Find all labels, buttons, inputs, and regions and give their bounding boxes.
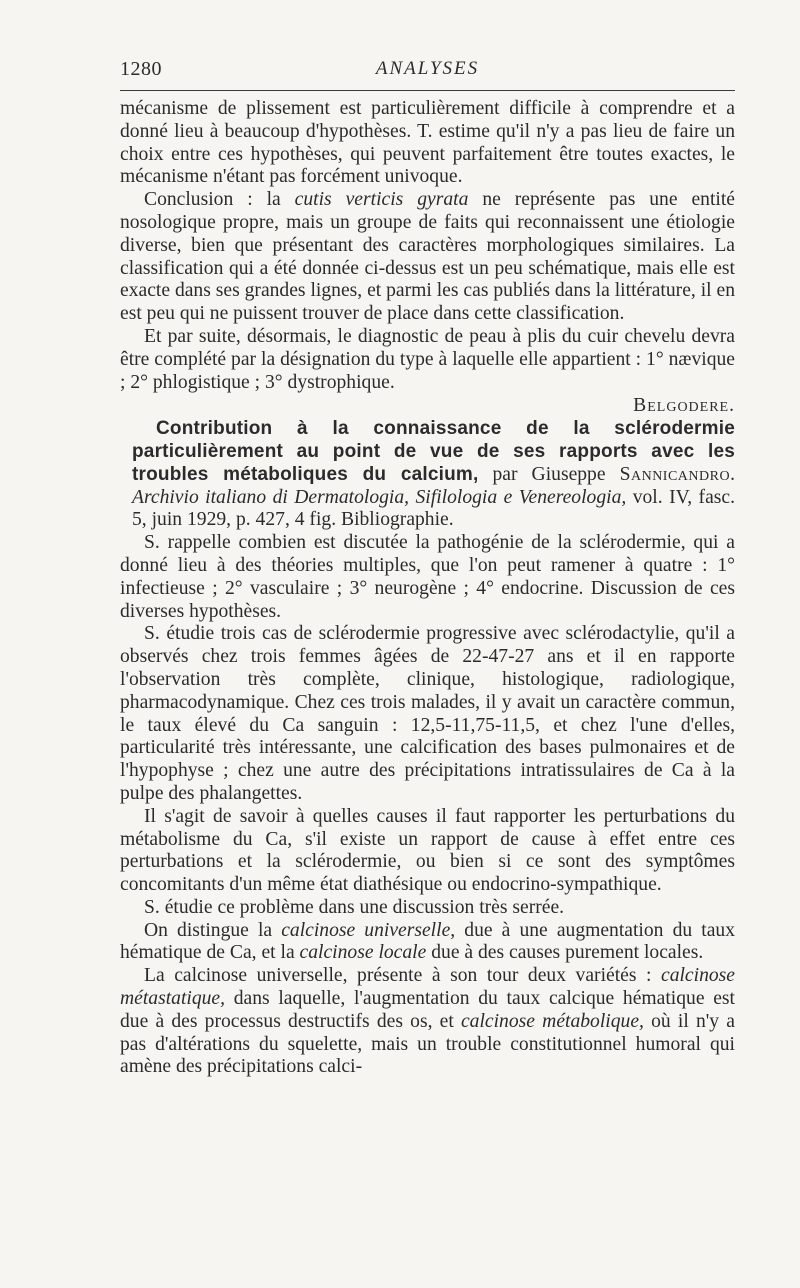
article-title: Contribution à la connaissance de la sclérodermie particulièrement au point de vue de ses rapports avec les troubles métaboliques du calcium, [132,418,735,485]
paragraph-pathogenie: S. rappelle combien est discutée la pathogénie de la sclérodermie, qui a donné lieu à des théories multiples, que l'on peut ramener à quatre : 1° infectieuse ; 2° vasculaire ; 3° neurogène ; 4° endocrine. Discussion de ces diverses hypothèses. [120,532,735,622]
emphasis: calcinose universelle, [281,919,456,941]
emphasis: calcinose métastatique, [120,965,735,1010]
paragraph-question: Il s'agit de savoir à quelles causes il faut rapporter les perturbations du métabolisme du Ca, s'il existe un rapport de cause à effet entre ces perturbations et la sclérodermie, ou bien si ce sont des symptômes concomitants d'un même état diathésique ou endocrino-sympathique. [120,805,735,896]
text-run: due à une augmentation du taux hématique de Ca, et la [120,919,735,964]
page-header [120,58,735,82]
byline: par Giuseppe [478,463,620,485]
article-heading [120,418,735,532]
paragraph-calcinose-universelle [120,965,735,1079]
paragraph-conclusion [120,189,735,326]
emphasis: calcinose métabolique, [460,1010,644,1032]
journal-name: Archivio italiano di Dermatologia, Sifilologia e Venereologia, [132,486,627,508]
author-name: Sannicandro [619,463,731,485]
page-number: 1280 [120,58,162,80]
text-body [120,98,735,1079]
text-run: On distingue la [144,919,282,941]
emphasis: cutis verticis gyrata [294,189,469,211]
text-run: où il n'y a pas d'altérations du squelette, mais un trouble constitutionnel humoral qui amène des précipitations calci- [120,1010,735,1078]
citation-details: vol. IV, fasc. 5, juin 1929, p. 427, 4 fig. Bibliographie. [132,486,735,531]
paragraph-problem: S. étudie ce problème dans une discussion très serrée. [144,896,565,918]
text-run: dans laquelle, l'augmentation du taux calcique hématique est due à des processus destructifs des os, et [120,988,735,1032]
text-run: La calcinose universelle, présente à son tour deux variétés : [144,965,661,987]
reviewer-signature: Belgodere. [633,395,735,417]
author-dot: . [730,463,735,485]
emphasis: calcinose locale [299,942,427,964]
header-rule [120,90,735,91]
text-run: due à des causes purement locales. [426,942,704,964]
text-run: Conclusion : la [144,189,295,211]
text-run: ne représente pas une entité nosologique propre, mais un groupe de faits qui reconnaissent une étiologie diverse, bien que présentant des caractères morphologiques similaires. La classification qui a été donnée ci-dessus est un peu schématique, mais elle est exacte dans ses grandes lignes, et parmi les cas publiés dans la littérature, il en est peu qui ne puissent trouver de place dans cette classification. [120,189,736,325]
paragraph-continued: mécanisme de plissement est particulièrement difficile à comprendre et a donné lieu à beaucoup d'hypothèses. T. estime qu'il n'y a pas lieu de faire un choix entre ces hypothèses, qui peuvent parfaitement être toutes exactes, le mécanisme n'étant pas forcément univoque. [120,98,735,188]
paragraph-diagnostic: Et par suite, désormais, le diagnostic de peau à plis du cuir chevelu devra être complété par la désignation du type à laquelle elle appartient : 1° nævique ; 2° phlogistique ; 3° dystrophique. [120,325,735,393]
paragraph-calcinose-types [120,920,735,966]
running-title: ANALYSES [375,58,480,79]
paragraph-cases: S. étudie trois cas de sclérodermie progressive avec sclérodactylie, qu'il a observés chez trois femmes âgées de 22-47-27 ans et il en rapporte l'observation très complète, clinique, histologique, radiologique, pharmacodynamique. Chez ces trois malades, il y avait un caractère commun, le taux élevé du Ca sanguin : 12,5-11,75-11,5, et chez l'une d'elles, particularité très intéressante, une calcification des bases pulmonaires et de l'hypophyse ; chez une autre des précipitations intratissulaires de Ca à la pulpe des phalangettes. [120,623,735,804]
